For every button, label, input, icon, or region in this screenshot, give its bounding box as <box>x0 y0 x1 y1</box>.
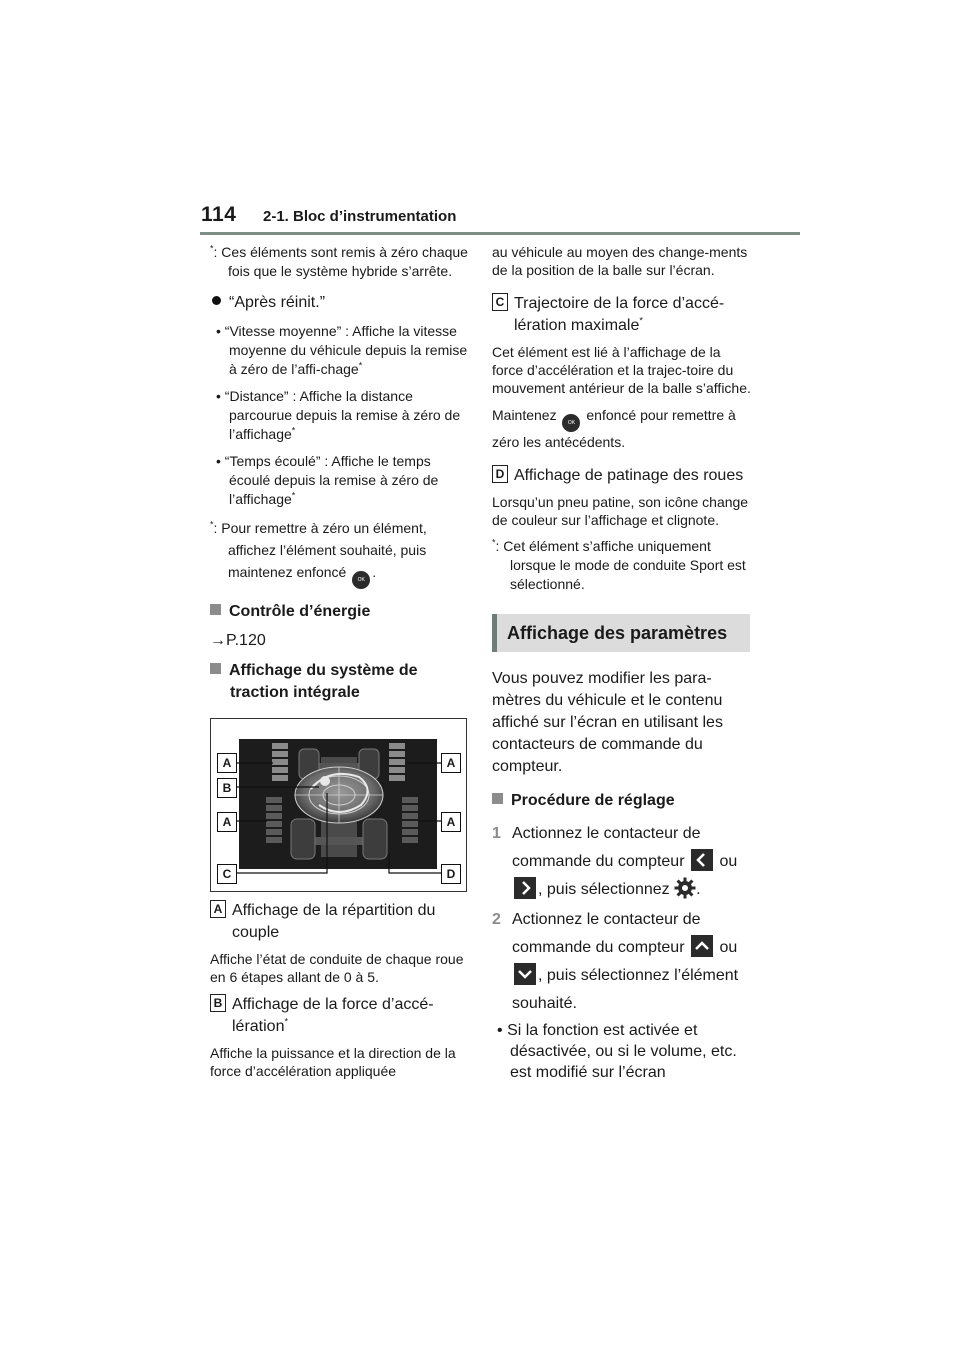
item-b-continued: au véhicule au moyen des change-ments de la position de la balle sur l’écran. <box>492 244 748 278</box>
left-column <box>210 243 472 1088</box>
item-c-hold: Maintenez OK enfoncé pour remettre à zéro les antécédents. <box>492 407 736 450</box>
chevron-right-icon <box>514 877 536 899</box>
right-column <box>492 243 754 1083</box>
letter-c-box: C <box>492 293 508 311</box>
item-c-title: C Trajectoire de la force d’accé-lération maximale* <box>492 293 754 337</box>
square-bullet-icon <box>492 793 503 804</box>
item-a-title: A Affichage de la répartition du couple <box>210 900 472 944</box>
list-item: • “Vitesse moyenne” : Affiche la vitesse moyenne du véhicule depuis la remise à zéro de l’affi-chage* <box>216 323 468 377</box>
chevron-down-icon <box>514 963 536 985</box>
list-item: • Si la fonction est activée et désactivée, ou si le volume, etc. est modifié sur l’écran <box>497 1022 737 1081</box>
callout-label-a: A <box>441 812 461 832</box>
callout-lines <box>211 719 466 891</box>
callout-label-c: C <box>217 864 237 884</box>
item-c-description: Cet élément est lié à l’affichage de la force d’accélération et la trajec-toire du mouvement antérieur de la balle s’affiche. <box>492 344 751 396</box>
header-rule <box>200 232 800 235</box>
ok-button-icon: OK <box>352 571 370 589</box>
gear-icon <box>674 877 696 899</box>
list-item: • “Distance” : Affiche la distance parcourue depuis la remise à zéro de l’affichage* <box>216 388 461 442</box>
page-reference: →P.120 <box>210 632 266 649</box>
item-d-description: Lorsqu’un pneu patine, son icône change de couleur sur l’affichage et clignote. <box>492 494 749 528</box>
square-bullet-icon <box>210 604 221 615</box>
footnote-sport: *: Cet élément s’affiche uniquement lorsque le mode de conduite Sport est sélectionné. <box>492 537 746 592</box>
callout-label-a: A <box>217 812 237 832</box>
energy-heading: Contrôle d’énergie <box>210 601 472 623</box>
letter-b-box: B <box>210 994 226 1012</box>
chevron-left-icon <box>691 849 713 871</box>
bullet-dot-icon <box>212 296 221 305</box>
item-b-title: B Affichage de la force d’accé-lération* <box>210 994 472 1038</box>
parameters-body: Vous pouvez modifier les para-mètres du véhicule et le contenu affiché sur l’écran en utilisant les contacteurs de commande du compteur. <box>492 670 723 775</box>
square-bullet-icon <box>210 663 221 674</box>
step-1: 1 Actionnez le contacteur de commande du compteur ou , puis sélectionnez . <box>492 825 738 898</box>
page-number: 114 <box>201 203 237 226</box>
item-a-description: Affiche l’état de conduite de chaque roue en 6 étapes allant de 0 à 5. <box>210 951 464 985</box>
ok-button-icon: OK <box>562 414 580 432</box>
list-item: • “Temps écoulé” : Affiche le temps écoulé depuis la remise à zéro de l’affichage* <box>216 453 439 507</box>
footnote-ok: *: Pour remettre à zéro un élément, affichez l’élément souhaité, puis maintenez enfoncé OK . <box>210 517 472 589</box>
item-d-title: D Affichage de patinage des roues <box>492 465 754 487</box>
awd-display-figure <box>210 718 467 892</box>
parameters-heading: Affichage des paramètres <box>492 614 750 652</box>
callout-label-b: B <box>217 778 237 798</box>
procedure-heading: Procédure de réglage <box>492 790 754 812</box>
item-b-description: Affiche la puissance et la direction de la force d’accélération appliquée <box>210 1045 456 1079</box>
callout-label-d: D <box>441 864 461 884</box>
chevron-up-icon <box>691 935 713 957</box>
letter-d-box: D <box>492 465 508 483</box>
apres-heading: “Après réinit.” <box>210 293 472 312</box>
step-2: 2 Actionnez le contacteur de commande du compteur ou , puis sélectionnez l’élément souhaité. <box>492 911 739 1012</box>
awd-heading: Affichage du système de traction intégrale <box>210 660 472 704</box>
callout-label-a: A <box>217 753 237 773</box>
callout-label-a: A <box>441 753 461 773</box>
footnote-reset: *: Ces éléments sont remis à zéro chaque fois que le système hybride s’arrête. <box>210 243 468 279</box>
letter-a-box: A <box>210 900 226 918</box>
section-title: 2-1. Bloc d’instrumentation <box>263 208 457 225</box>
